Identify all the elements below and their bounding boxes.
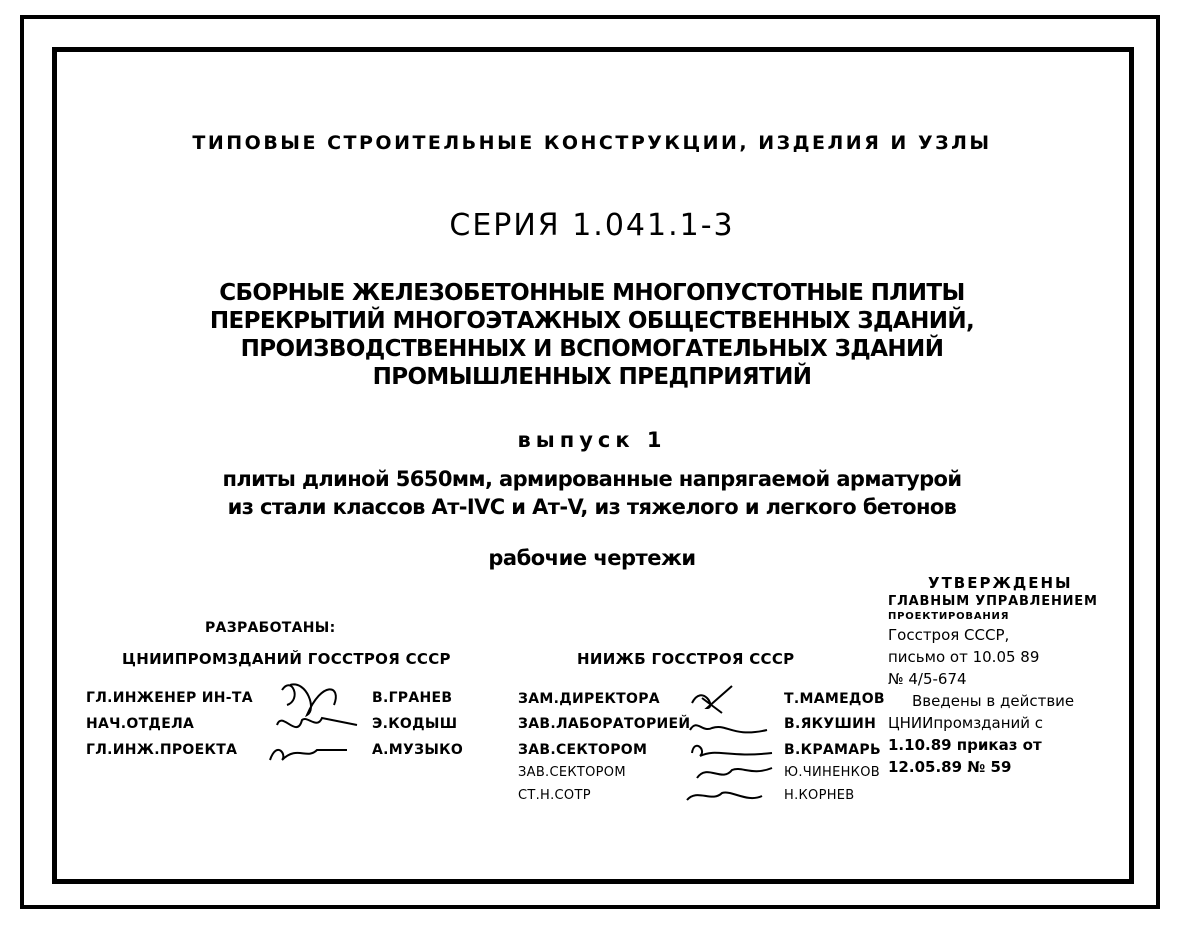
title-line-1: СБОРНЫЕ ЖЕЛЕЗОБЕТОННЫЕ МНОГОПУСТОТНЫЕ ПЛИТЫ (219, 280, 965, 306)
developed-org: ЦНИИПРОМЗДАНИЙ ГОССТРОЯ СССР (122, 650, 451, 668)
approval-line-10: 12.05.89 № 59 (888, 758, 1012, 776)
niizhb-name-1: Т.МАМЕДОВ (784, 691, 885, 707)
niizhb-role-3: ЗАВ.СЕКТОРОМ (518, 742, 648, 758)
niizhb-name-2: В.ЯКУШИН (784, 716, 877, 732)
approval-line-8: ЦНИИпромзданий с (888, 714, 1044, 732)
approval-line-5: письмо от 10.05 89 (888, 648, 1040, 666)
series-number: СЕРИЯ 1.041.1-3 (449, 208, 735, 243)
developed-heading: РАЗРАБОТАНЫ: (205, 620, 336, 636)
title-line-2: ПЕРЕКРЫТИЙ МНОГОЭТАЖНЫХ ОБЩЕСТВЕННЫХ ЗДАНИЙ, (209, 308, 975, 334)
approval-block (888, 572, 1098, 778)
title-line-3: ПРОИЗВОДСТВЕННЫХ И ВСПОМОГАТЕЛЬНЫХ ЗДАНИЙ (240, 336, 944, 362)
approval-line-9: 1.10.89 приказ от (888, 736, 1042, 754)
title-line-4: ПРОМЫШЛЕННЫХ ПРЕДПРИЯТИЙ (372, 364, 812, 390)
approval-line-6: № 4/5-674 (888, 670, 967, 688)
description-line-2: из стали классов Ат-IVC и Ат-V, из тяжелого и легкого бетонов (227, 495, 957, 519)
niizhb-name-4: Ю.ЧИНЕНКОВ (784, 765, 880, 780)
developed-name-2: Э.КОДЫШ (372, 716, 458, 732)
issue-number: выпуск 1 (517, 428, 667, 452)
developed-name-3: А.МУЗЫКО (372, 742, 464, 758)
approval-line-1: УТВЕРЖДЕНЫ (928, 574, 1073, 592)
niizhb-role-2: ЗАВ.ЛАБОРАТОРИЕЙ (518, 716, 691, 732)
niizhb-role-1: ЗАМ.ДИРЕКТОРА (518, 691, 660, 707)
developed-role-1: ГЛ.ИНЖЕНЕР ИН-ТА (86, 690, 253, 706)
developed-role-2: НАЧ.ОТДЕЛА (86, 716, 195, 732)
niizhb-role-5: СТ.Н.СОТР (518, 788, 591, 803)
niizhb-name-5: Н.КОРНЕВ (784, 788, 855, 803)
niizhb-role-4: ЗАВ.СЕКТОРОМ (518, 765, 626, 780)
document-title (0, 279, 1184, 391)
approval-line-7: Введены в действие (912, 692, 1075, 710)
working-drawings-label: рабочие чертежи (488, 546, 696, 570)
description-line-1: плиты длиной 5650мм, армированные напрягаемой арматурой (222, 467, 962, 491)
signature-cluster-left (262, 670, 362, 770)
developed-role-3: ГЛ.ИНЖ.ПРОЕКТА (86, 742, 238, 758)
approval-line-4: Госстроя СССР, (888, 626, 1010, 644)
niizhb-org: НИИЖБ ГОССТРОЯ СССР (577, 650, 795, 668)
signature-cluster-right (672, 678, 784, 808)
description (0, 465, 1184, 521)
niizhb-name-3: В.КРАМАРЬ (784, 742, 881, 758)
approval-line-3: ПРОЕКТИРОВАНИЯ (888, 611, 1010, 622)
developed-name-1: В.ГРАНЕВ (372, 690, 453, 706)
category-heading: ТИПОВЫЕ СТРОИТЕЛЬНЫЕ КОНСТРУКЦИИ, ИЗДЕЛИЯ И УЗЛЫ (192, 132, 992, 154)
approval-line-2: ГЛАВНЫМ УПРАВЛЕНИЕМ (888, 594, 1098, 609)
